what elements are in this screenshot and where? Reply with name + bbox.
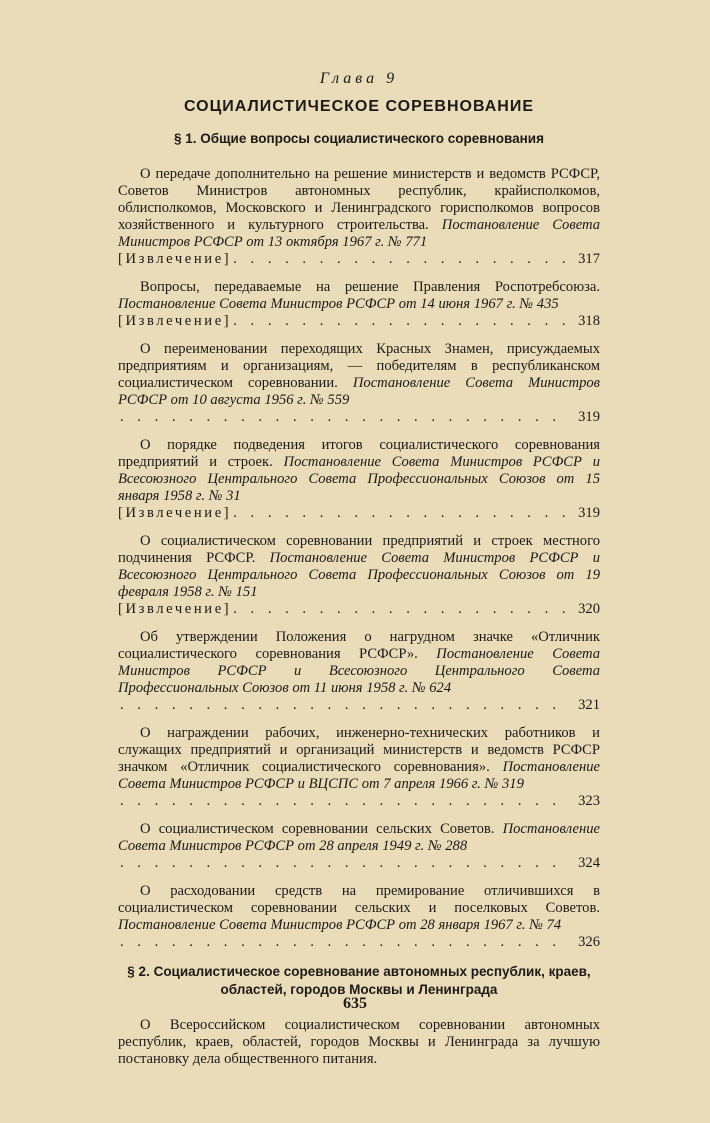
entry-decree: Постановление Совета Министров РСФСР от 28 января 1967 г. № 74 <box>118 917 562 933</box>
section-2-title-line-2: областей, городов Москвы и Ленинграда <box>220 982 498 997</box>
entry-title: О социалистическом соревновании сельских Советов. <box>140 821 495 837</box>
entry-page-number: 317 <box>578 251 600 267</box>
section-2-title-line-1: § 2. Социалистическое соревнование автономных республик, краев, <box>127 964 591 979</box>
entry-title: О переименовании переходящих Красных Знамен, присуждаемых предприятиям и организациям, — победителям в республиканском социалистическом соревновании. <box>118 341 600 391</box>
section-1-title: § 1. Общие вопросы социалистического соревнования <box>174 131 544 146</box>
entry-title: Об утверждении Положения о нагрудном значке «Отличник социалистического соревнования РСФСР». <box>118 629 600 662</box>
toc-entry <box>118 725 600 810</box>
toc-entry <box>118 629 600 714</box>
entry-page-number: 318 <box>578 313 600 329</box>
toc-entry <box>118 437 600 522</box>
entry-title: О Всероссийском социалистическом соревновании автономных республик, краев, областей, городов Москвы и Ленинграда за лучшую постановку дела общественного питания. <box>118 1017 600 1067</box>
leader-dots <box>120 793 570 810</box>
leader-dots <box>120 697 570 714</box>
entry-decree: Постановление Совета Министров РСФСР и Всесоюзного Центрального Совета Профессиональных Союзов от 15 января 1958 г. № 31 <box>118 454 600 504</box>
page-number: 635 <box>343 995 367 1012</box>
entry-title: О расходовании средств на премирование отличившихся в социалистическом соревновании сельских и поселковых Советов. <box>118 883 600 916</box>
entry-title: О награждении рабочих, инженерно-технических работников и служащих предприятий и организаций министерств и ведомств РСФСР значком «Отличник социалистического соревнования». <box>118 725 600 775</box>
leader-dots <box>120 934 570 951</box>
entry-decree: Постановление Совета Министров РСФСР и ВЦСПС от 7 апреля 1966 г. № 319 <box>118 759 600 792</box>
entry-note: [Извлечение] <box>118 505 232 521</box>
entry-note: [Извлечение] <box>118 251 232 267</box>
chapter-label: Глава 9 <box>319 70 399 87</box>
section-2-title <box>118 963 600 999</box>
toc-entry <box>118 883 600 951</box>
entry-title: О порядке подведения итогов социалистического соревнования предприятий и строек. <box>118 437 600 470</box>
entry-decree: Постановление Совета Министров РСФСР и Всесоюзного Центрального Совета Профессиональных Союзов от 19 февраля 1958 г. № 151 <box>118 550 601 600</box>
entry-page-number: 319 <box>578 505 600 521</box>
leader-dots <box>233 505 570 522</box>
entry-note: [Извлечение] <box>118 601 232 617</box>
entry-page-number: 326 <box>578 934 600 950</box>
entry-decree: Постановление Совета Министров РСФСР от 10 августа 1956 г. № 559 <box>118 375 601 408</box>
entry-decree: Постановление Совета Министров РСФСР от 14 июня 1967 г. № 435 <box>118 296 559 312</box>
leader-dots <box>233 313 570 330</box>
entry-decree: Постановление Совета Министров РСФСР от 28 апреля 1949 г. № 288 <box>118 821 600 854</box>
entry-title: О социалистическом соревновании предприятий и строек местного подчинения РСФСР. <box>118 533 600 566</box>
leader-dots <box>120 409 570 426</box>
toc-entry <box>118 279 600 330</box>
leader-dots <box>233 601 570 618</box>
toc-entry <box>118 533 600 618</box>
entry-decree: Постановление Совета Министров РСФСР и Всесоюзного Центрального Совета Профессиональных Союзов от 11 июня 1958 г. № 624 <box>118 646 600 696</box>
entry-title: О передаче дополнительно на решение министерств и ведомств РСФСР, Советов Министров автономных республик, крайисполкомов, облисполкомов, Московского и Ленинградского горисполкомов вопросов хозяйственного и культурного строительства. <box>118 166 600 233</box>
entry-page-number: 324 <box>578 855 600 871</box>
toc-entry <box>118 1017 600 1068</box>
toc-entry <box>118 821 600 872</box>
toc-entry <box>118 341 600 426</box>
toc-entry <box>118 166 600 268</box>
leader-dots <box>120 855 570 872</box>
entry-page-number: 323 <box>578 793 600 809</box>
page-content <box>118 70 600 1079</box>
entry-page-number: 320 <box>578 601 600 617</box>
entry-page-number: 321 <box>578 697 600 713</box>
entry-page-number: 319 <box>578 409 600 425</box>
entry-title: Вопросы, передаваемые на решение Правления Роспотребсоюза. <box>140 279 600 295</box>
chapter-title: СОЦИАЛИСТИЧЕСКОЕ СОРЕВНОВАНИЕ <box>183 98 535 115</box>
leader-dots <box>233 251 570 268</box>
entry-decree: Постановление Совета Министров РСФСР от 13 октября 1967 г. № 771 <box>118 217 600 250</box>
entry-note: [Извлечение] <box>118 313 232 329</box>
